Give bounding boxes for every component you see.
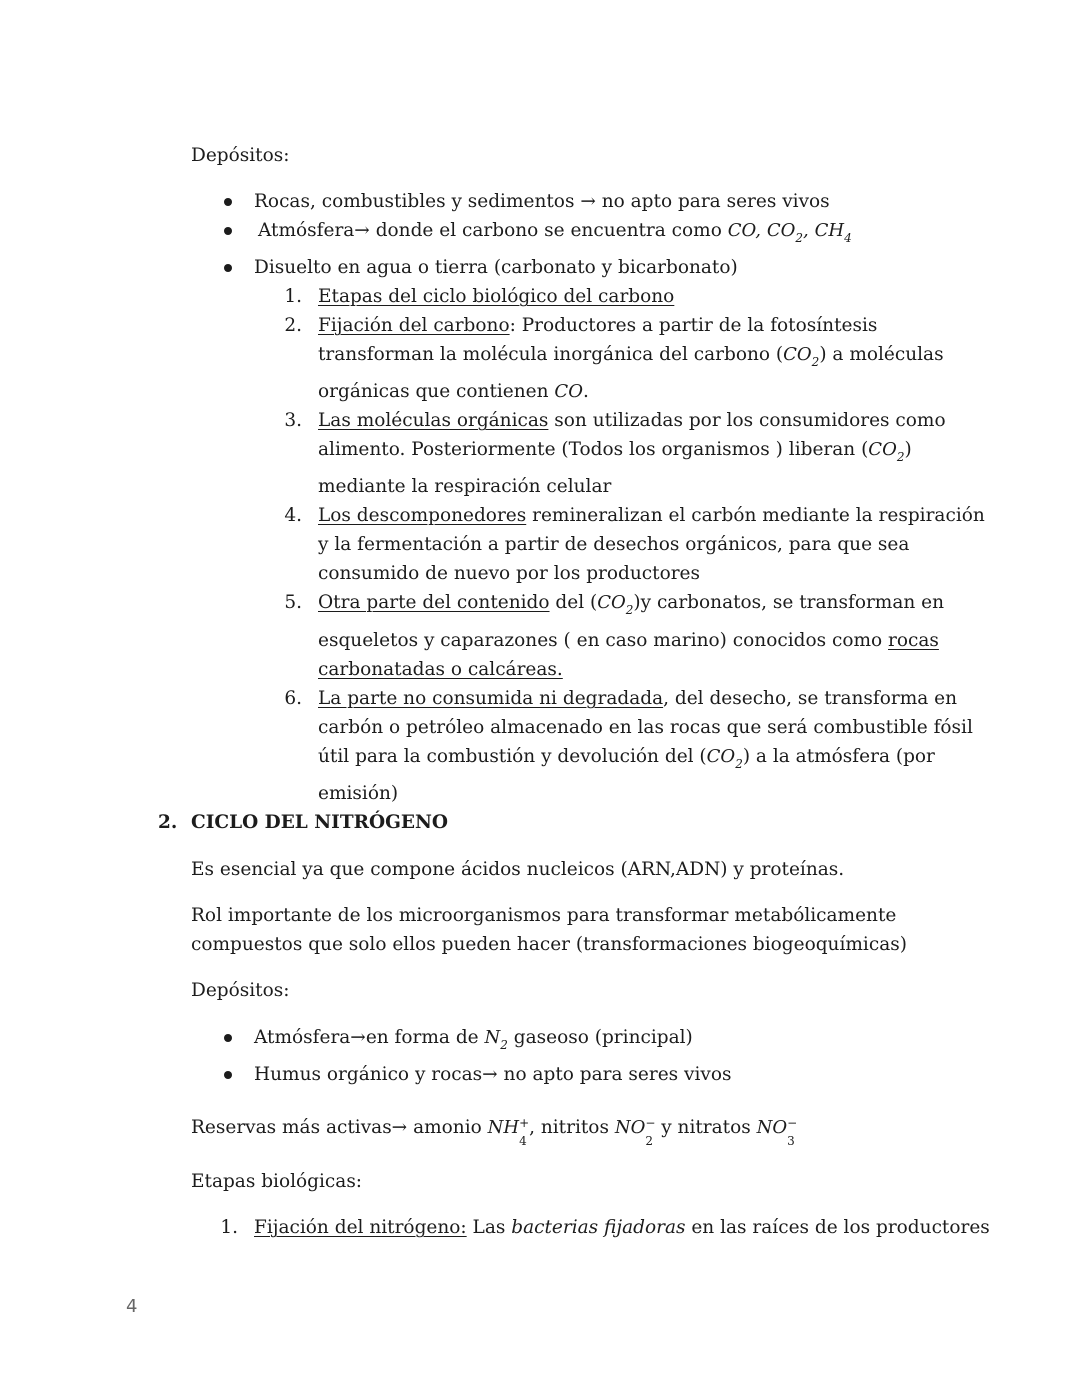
formula-co2: $CO_2$, bbox=[766, 220, 809, 245]
bullet-icon bbox=[224, 1034, 232, 1042]
step-6-number: 6. bbox=[284, 688, 302, 709]
stage-1-number: 1. bbox=[220, 1217, 238, 1238]
step-3-line-3: mediante la respiración celular bbox=[318, 476, 612, 497]
step-2-line-2: transforman la molécula inorgánica del carbono $(CO_2)$ a moléculas bbox=[318, 344, 944, 369]
carbon-deposit-2 bbox=[258, 218, 852, 244]
section-2-title: CICLO DEL NITRÓGENO bbox=[191, 812, 449, 833]
step-1-number: 1. bbox=[284, 286, 302, 307]
step-3-line-1: Las moléculas orgánicas son utilizadas por los consumidores como bbox=[318, 410, 946, 431]
step-4-line-3: consumido de nuevo por los productores bbox=[318, 563, 700, 584]
formula-nh4: NH + 4 bbox=[487, 1116, 530, 1148]
step-5-number: 5. bbox=[284, 592, 302, 613]
step-2-number: 2. bbox=[284, 315, 302, 336]
step-1-title: Etapas del ciclo biológico del carbono bbox=[318, 286, 675, 307]
step-4-line-1: Los descomponedores remineralizan el carbón mediante la respiración bbox=[318, 505, 985, 526]
step-3-line-2: alimento. Posteriormente (Todos los organismos ) liberan $(CO_2)$ bbox=[318, 439, 912, 464]
step-2-line-3: orgánicas que contienen CO. bbox=[318, 381, 589, 402]
carbon-deposit-3: Disuelto en agua o tierra (carbonato y bicarbonato) bbox=[254, 257, 738, 278]
step-4-line-2: y la fermentación a partir de desechos orgánicos, para que sea bbox=[318, 534, 910, 555]
stage-1-text: Fijación del nitrógeno: Las bacterias fijadoras en las raíces de los productores bbox=[254, 1217, 990, 1238]
deposits-heading: Depósitos: bbox=[191, 145, 290, 166]
bullet-icon bbox=[224, 227, 232, 235]
step-6-line-2: carbón o petróleo almacenado en las rocas que será combustible fósil bbox=[318, 717, 973, 738]
bullet-icon bbox=[224, 198, 232, 206]
nitrogen-deposits-heading: Depósitos: bbox=[191, 980, 290, 1001]
section-2-number: 2. bbox=[158, 812, 178, 833]
formula-co: CO, bbox=[727, 220, 761, 241]
nitrogen-paragraph-2b: compuestos que solo ellos pueden hacer (transformaciones biogeoquímicas) bbox=[191, 934, 907, 955]
nitrogen-deposit-1: Atmósfera→en forma de $N_2$ gaseoso (principal) bbox=[254, 1027, 693, 1052]
nitrogen-reserves: Reservas más activas→ amonio NH + 4 , nitritos NO − 2 y nitratos NO − 3 bbox=[191, 1116, 798, 1148]
step-5-line-2: esqueletos y caparazones ( en caso marino) conocidos como rocas bbox=[318, 630, 939, 651]
bullet-icon bbox=[224, 1071, 232, 1079]
step-6-line-3: útil para la combustión y devolución del $(CO_2)$ a la atmósfera (por bbox=[318, 746, 935, 771]
step-5-line-3: carbonatadas o calcáreas. bbox=[318, 659, 563, 680]
bullet-icon bbox=[224, 264, 232, 272]
step-2-line-1: Fijación del carbono: Productores a partir de la fotosíntesis bbox=[318, 315, 878, 336]
step-4-number: 4. bbox=[284, 505, 302, 526]
page-number: 4 bbox=[126, 1296, 138, 1317]
formula-no3: NO − 3 bbox=[756, 1116, 798, 1148]
nitrogen-deposit-2: Humus orgánico y rocas→ no apto para seres vivos bbox=[254, 1064, 732, 1085]
formula-no2: NO − 2 bbox=[614, 1116, 656, 1148]
step-6-line-1: La parte no consumida ni degradada, del desecho, se transforma en bbox=[318, 688, 958, 709]
stages-heading: Etapas biológicas: bbox=[191, 1171, 363, 1192]
step-6-line-4: emisión) bbox=[318, 783, 399, 804]
carbon-deposit-2-text: Atmósfera→ donde el carbono se encuentra como bbox=[258, 220, 722, 241]
step-5-line-1: Otra parte del contenido del $(CO_2)y$ carbonatos, se transforman en bbox=[318, 592, 945, 617]
formula-ch4: $CH_4$ bbox=[814, 220, 852, 245]
nitrogen-paragraph-1: Es esencial ya que compone ácidos nucleicos (ARN,ADN) y proteínas. bbox=[191, 859, 845, 880]
carbon-deposit-1: Rocas, combustibles y sedimentos → no apto para seres vivos bbox=[254, 191, 830, 212]
step-3-number: 3. bbox=[284, 410, 302, 431]
nitrogen-paragraph-2a: Rol importante de los microorganismos para transformar metabólicamente bbox=[191, 905, 897, 926]
